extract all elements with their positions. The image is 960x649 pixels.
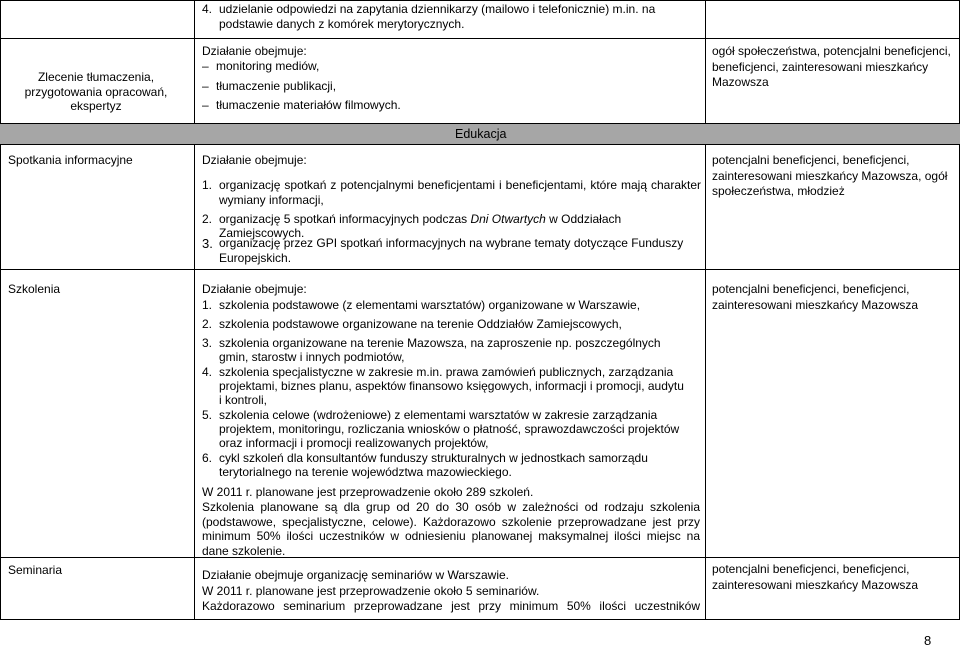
list-item: – tłumaczenie publikacji, <box>202 79 702 94</box>
target-group: ogół społeczeństwa, potencjalni beneficjenci, beneficjenci, zainteresowani mieszkańcy Mazowsza <box>712 44 951 89</box>
section-title: Edukacja <box>455 127 507 141</box>
list-number: 1. <box>202 298 213 312</box>
list-text: organizację przez GPI spotkań informacyjnych na wybrane tematy dotyczące Funduszy Europejskich. <box>219 236 684 265</box>
column-divider <box>0 0 1 123</box>
note-text: Każdorazowo seminarium przeprowadzane jest przy minimum 50% ilości uczestników <box>202 599 700 613</box>
list-number: 2. <box>202 212 213 226</box>
list-text: szkolenia organizowane na terenie Mazowsza, na zaproszenie np. poszczególnych gmin, starostw i innych podmiotów, <box>219 336 661 364</box>
section-header <box>0 123 960 145</box>
list-item <box>202 317 702 331</box>
list-item <box>202 408 702 450</box>
list-item <box>202 451 702 479</box>
list-number: 4. <box>202 2 213 16</box>
list-item <box>202 2 702 32</box>
list-text: szkolenia specjalistyczne w zakresie m.in. prawa zamówień publicznych, zarządzania projektami, biznes planu, aspektów finansowo księgowych, informacji i promocji, audytu i kontroli, <box>219 365 684 407</box>
list-item: – monitoring mediów, <box>202 59 702 74</box>
list-text: cykl szkoleń dla konsultantów funduszy strukturalnych w jednostkach samorządu terytorialnego na terenie województwa mazowieckiego. <box>219 451 648 479</box>
list-number: 2. <box>202 317 213 331</box>
target-group: potencjalni beneficjenci, beneficjenci, zainteresowani mieszkańcy Mazowsza <box>712 282 919 312</box>
page-number: 8 <box>924 633 932 648</box>
column-divider <box>194 144 195 620</box>
list-item <box>202 178 702 208</box>
column-divider <box>194 0 195 123</box>
list-number: 5. <box>202 408 213 422</box>
action-text: Działanie obejmuje organizację seminariów w Warszawie. <box>202 568 510 582</box>
row-divider <box>0 269 960 270</box>
list-text: organizację spotkań z potencjalnymi beneficjentami i beneficjentami, które mają charakter wymiany informacji, <box>219 178 701 207</box>
column-divider <box>705 0 706 123</box>
column-divider <box>705 144 706 620</box>
list-text-italic: Dni Otwartych <box>470 212 546 226</box>
note-text: Szkolenia planowane są dla grup od 20 do 30 osób w zależności od rodzaju szkolenia (podstawowe, specjalistyczne, celowe). Każdorazowo szkolenie przeprowadzane jest przy minimum 50% ilości uczestników w odniesieniu planowanej maksymalnej ilości miejsc na dane szkolenie. <box>202 500 700 558</box>
action-heading: Działanie obejmuje: <box>202 282 307 296</box>
list-text-part: organizację 5 spotkań informacyjnych podczas <box>219 212 471 226</box>
action-heading: Działanie obejmuje: <box>202 44 307 58</box>
list-number: 4. <box>202 365 213 379</box>
row-title: Zlecenie tłumaczenia, przygotowania opracowań, ekspertyz <box>24 70 168 113</box>
list-item: – tłumaczenie materiałów filmowych. <box>202 98 702 113</box>
list-item <box>202 336 702 364</box>
plan-text: W 2011 r. planowane jest przeprowadzenie około 289 szkoleń. <box>202 485 534 499</box>
row-title: Szkolenia <box>8 282 61 296</box>
row-title: Seminaria <box>8 563 63 577</box>
table-border-bottom <box>0 619 960 620</box>
list-text: szkolenia podstawowe (z elementami warsztatów) organizowane w Warszawie, <box>219 298 641 312</box>
list-item <box>202 365 702 407</box>
target-group: potencjalni beneficjenci, beneficjenci, zainteresowani mieszkańcy Mazowsza <box>712 562 919 592</box>
list-number: 6. <box>202 451 213 465</box>
row-title: Spotkania informacyjne <box>8 153 133 167</box>
list-item <box>202 298 702 312</box>
list-text: szkolenia celowe (wdrożeniowe) z elementami warsztatów w zakresie zarządzania projektem, monitoringu, rozliczania wniosków o płatność, sprawozdawczości projektów oraz informacji i promocji realizowanych projektów, <box>219 408 680 450</box>
row-divider <box>0 38 960 39</box>
table-border-top <box>0 0 960 1</box>
list-text-part: w Oddziałach Zamiejscowych. <box>219 212 622 240</box>
list-text: udzielanie odpowiedzi na zapytania dziennikarzy (mailowo i telefonicznie) m.in. na podstawie danych z komórek merytorycznych. <box>219 2 656 31</box>
list-text: szkolenia podstawowe organizowane na terenie Oddziałów Zamiejscowych, <box>219 317 622 331</box>
list-number: 3. <box>202 236 213 251</box>
list-number: 1. <box>202 178 213 192</box>
column-divider <box>0 144 1 620</box>
list-item <box>202 236 702 266</box>
target-group: potencjalni beneficjenci, beneficjenci, zainteresowani mieszkańcy Mazowsza, ogół społeczeństwa, młodzież <box>712 153 948 198</box>
list-number: 3. <box>202 336 213 350</box>
action-heading: Działanie obejmuje: <box>202 153 307 167</box>
plan-text: W 2011 r. planowane jest przeprowadzenie około 5 seminariów. <box>202 584 540 598</box>
dash-list <box>202 59 702 113</box>
